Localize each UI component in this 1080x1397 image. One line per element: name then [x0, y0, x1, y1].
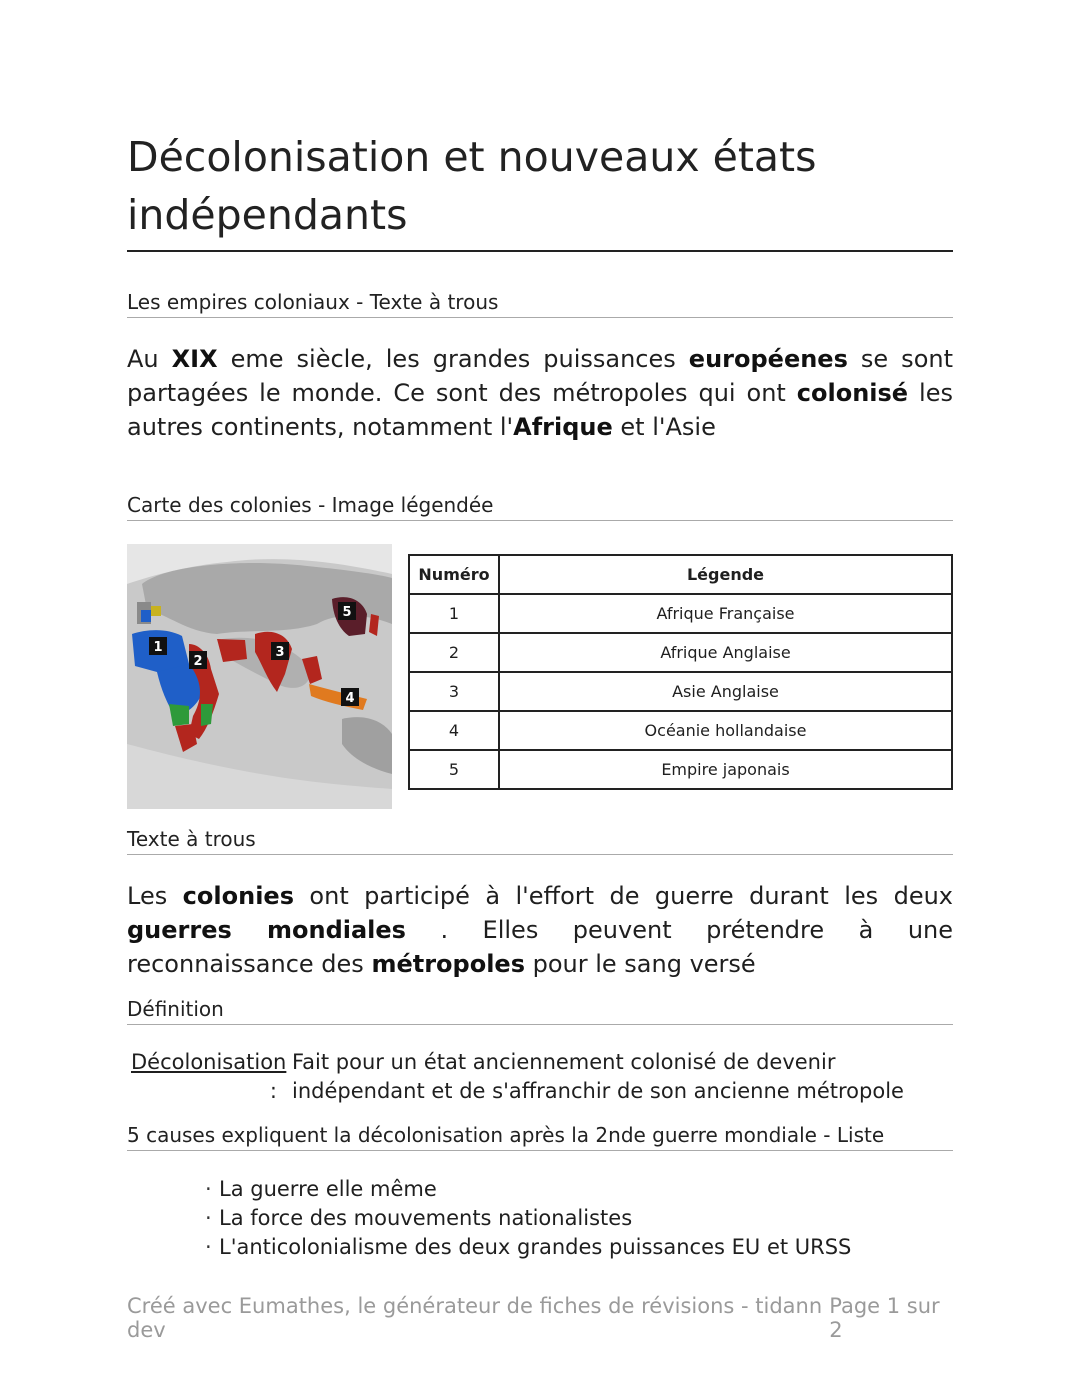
- row-number: 4: [409, 711, 499, 750]
- table-row: [409, 594, 952, 633]
- row-legend: Afrique Anglaise: [499, 633, 952, 672]
- causes-list: [205, 1175, 851, 1262]
- section-heading-map: Carte des colonies - Image légendée: [127, 492, 953, 521]
- map-marker-5: 5: [342, 605, 352, 620]
- map-europe-france: [141, 610, 151, 622]
- text-segment: et l'Asie: [612, 413, 716, 441]
- bold-answer: Afrique: [513, 413, 613, 441]
- section-heading-texte-a-trous: Texte à trous: [127, 826, 953, 855]
- page-footer: [127, 1294, 953, 1342]
- row-number: 5: [409, 750, 499, 789]
- list-item-text: La guerre elle même: [219, 1177, 437, 1201]
- paragraph-empires: [127, 342, 953, 444]
- bold-answer: XIX: [171, 345, 218, 373]
- legend-table: [408, 554, 953, 790]
- definition-term: [131, 1048, 287, 1106]
- text-segment: se sont partagées le monde. Ce sont des métropoles qui ont: [127, 345, 953, 407]
- text-segment: les autres continents, notamment l': [127, 379, 953, 441]
- text-segment: pour le sang versé: [524, 950, 756, 978]
- definition-term-label: Décolonisation: [131, 1050, 287, 1074]
- definition-colon: :: [269, 1079, 277, 1103]
- list-item: [205, 1233, 851, 1262]
- map-marker-3: 3: [275, 645, 285, 660]
- page-title: Décolonisation et nouveaux états indépendants: [127, 128, 953, 252]
- row-number: 3: [409, 672, 499, 711]
- footer-page-number: Page 1 sur 2: [829, 1294, 940, 1342]
- row-number: 1: [409, 594, 499, 633]
- text-segment: Les: [127, 882, 183, 910]
- row-legend: Afrique Française: [499, 594, 952, 633]
- row-legend: Empire japonais: [499, 750, 952, 789]
- row-legend: Asie Anglaise: [499, 672, 952, 711]
- text-segment: Au: [127, 345, 172, 373]
- list-item-text: La force des mouvements nationalistes: [219, 1206, 633, 1230]
- bold-answer: métropoles: [371, 950, 525, 978]
- row-legend: Océanie hollandaise: [499, 711, 952, 750]
- definition-text: Fait pour un état anciennement colonisé de devenir indépendant et de s'affranchir de son ancienne métropole: [292, 1050, 904, 1103]
- header-numero: Numéro: [409, 555, 499, 594]
- bold-answer: colonies: [182, 882, 294, 910]
- section-heading-definition: Définition: [127, 996, 953, 1025]
- bold-answer: guerres mondiales: [127, 916, 406, 944]
- table-row: [409, 633, 952, 672]
- bold-answer: européenes: [688, 345, 848, 373]
- list-item: [205, 1204, 851, 1233]
- list-item: [205, 1175, 851, 1204]
- list-item-text: L'anticolonialisme des deux grandes puissances EU et URSS: [219, 1235, 852, 1259]
- map-marker-4: 4: [345, 691, 355, 706]
- footer-credit: Créé avec Eumathes, le générateur de fiches de révisions - tidann dev: [127, 1294, 823, 1342]
- header-legende: Légende: [499, 555, 952, 594]
- paragraph-colonies: [127, 879, 953, 981]
- section-heading-causes: 5 causes expliquent la décolonisation après la 2nde guerre mondiale - Liste: [127, 1122, 953, 1151]
- colonial-map-image: [127, 544, 392, 809]
- map-marker-2: 2: [193, 654, 203, 669]
- bold-answer: colonisé: [796, 379, 909, 407]
- table-row: [409, 750, 952, 789]
- table-row: [409, 672, 952, 711]
- text-segment: ont participé à l'effort de guerre durant les deux: [293, 882, 953, 910]
- text-segment: eme siècle, les grandes puissances: [217, 345, 689, 373]
- legend-table-header: [409, 555, 952, 594]
- map-europe-belgium: [151, 606, 161, 616]
- text-segment: . Elles peuvent prétendre à une reconnaissance des: [127, 916, 954, 978]
- section-heading-empires: Les empires coloniaux - Texte à trous: [127, 289, 953, 318]
- table-row: [409, 711, 952, 750]
- row-number: 2: [409, 633, 499, 672]
- map-marker-1: 1: [153, 640, 163, 655]
